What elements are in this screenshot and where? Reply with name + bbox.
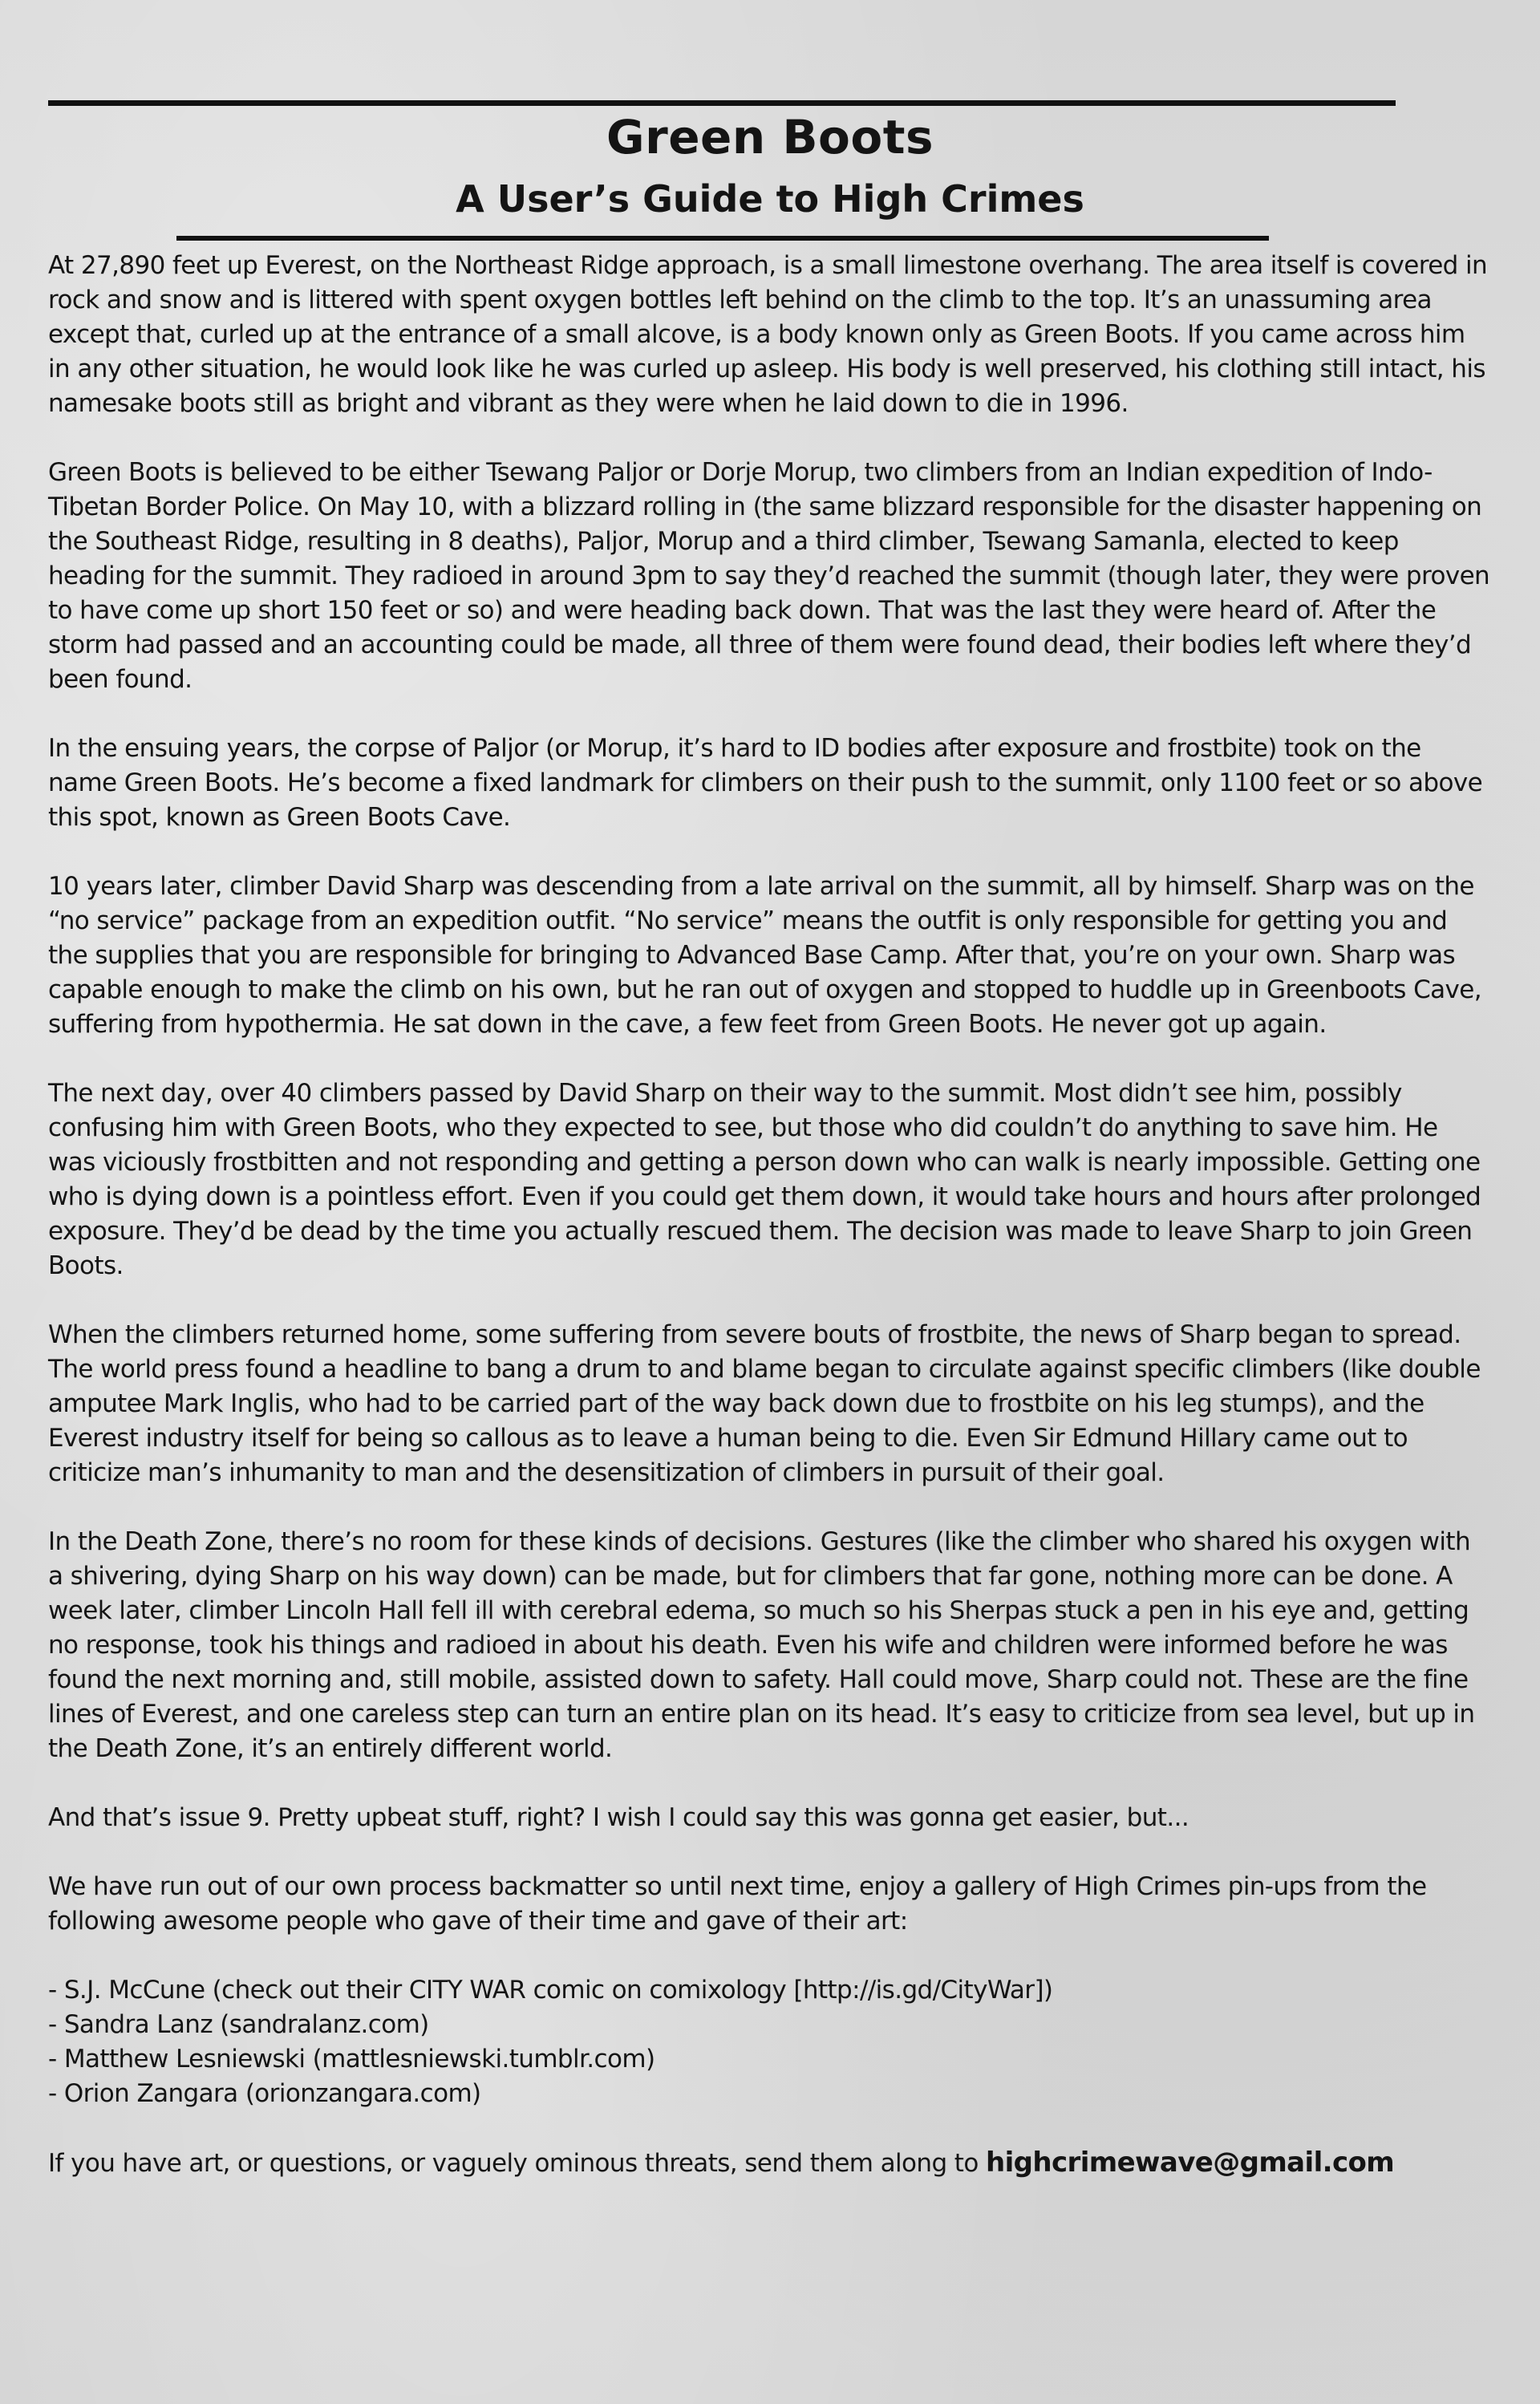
paragraph-2: Green Boots is believed to be either Tsewang Paljor or Dorje Morup, two climbers from an Indian expedition of Indo-Tibetan Border Police. On May 10, with a blizzard rolling in (the same blizzard responsible for the disaster happening on the Southeast Ridge, resulting in 8 deaths), Paljor, Morup and a third climber, Tsewang Samanla, elected to keep heading for the summit. They radioed in around 3pm to say they’d reached the summit (though later, they were proven to have come up short 150 feet or so) and were heading back down. That was the last they were heard of. After the storm had passed and an accounting could be made, all three of them were found dead, their bodies left where they’d been found. bbox=[48, 458, 1490, 694]
page-subtitle: A User’s Guide to High Crimes bbox=[456, 177, 1084, 221]
paragraph-3: In the ensuing years, the corpse of Paljor (or Morup, it’s hard to ID bodies after exposure and frostbite) took on the name Green Boots. He’s become a fixed landmark for climbers on their push to the summit, only 1100 feet or so above this spot, known as Green Boots Cave. bbox=[48, 734, 1483, 832]
closing-paragraph bbox=[48, 2146, 1492, 2181]
title-underline-rule bbox=[176, 236, 1269, 241]
credits-list bbox=[48, 1973, 1492, 2111]
paragraph-8: And that’s issue 9. Pretty upbeat stuff, right? I wish I could say this was gonna get easier, but... bbox=[48, 1803, 1189, 1832]
paragraph-4: 10 years later, climber David Sharp was descending from a late arrival on the summit, all by himself. Sharp was on the “no service” package from an expedition outfit. “No service” means the outfit is only responsible for getting you and the supplies that you are responsible for bringing to Advanced Base Camp. After that, you’re on your own. Sharp was capable enough to make the climb on his own, but he ran out of oxygen and stopped to huddle up in Greenboots Cave, suffering from hypothermia. He sat down in the cave, a few feet from Green Boots. He never got up again. bbox=[48, 872, 1482, 1039]
paragraph-9: We have run out of our own process backmatter so until next time, enjoy a gallery of High Crimes pin-ups from the following awesome people who gave of their time and gave of their art: bbox=[48, 1872, 1427, 1936]
paragraph-7: In the Death Zone, there’s no room for these kinds of decisions. Gestures (like the climber who shared his oxygen with a shivering, dying Sharp on his way down) can be made, but for climbers that far gone, nothing more can be done. A week later, climber Lincoln Hall fell ill with cerebral edema, so much so his Sherpas stuck a pen in his eye and, getting no response, took his things and radioed in about his death. Even his wife and children were informed before he was found the next morning and, still mobile, assisted down to safety. Hall could move, Sharp could not. These are the fine lines of Everest, and one careless step can turn an entire plan on its head. It’s easy to criticize from sea level, but up in the Death Zone, it’s an entirely different world. bbox=[48, 1527, 1475, 1763]
paragraph-1: At 27,890 feet up Everest, on the Northeast Ridge approach, is a small limestone overhang. The area itself is covered in rock and snow and is littered with spent oxygen bottles left behind on the climb to the top. It’s an unassuming area except that, curled up at the entrance of a small alcove, is a body known only as Green Boots. If you came across him in any other situation, he would look like he was curled up asleep. His body is well preserved, his clothing still intact, his namesake boots still as bright and vibrant as they were when he laid down to die in 1996. bbox=[48, 251, 1488, 418]
credit-item: - Sandra Lanz (sandralanz.com) bbox=[48, 2010, 429, 2039]
credit-item: - Matthew Lesniewski (mattlesniewski.tumblr.com) bbox=[48, 2045, 655, 2074]
contact-email[interactable]: highcrimewave@gmail.com bbox=[985, 2147, 1395, 2179]
credit-item: - S.J. McCune (check out their CITY WAR comic on comixology [http://is.gd/CityWar]) bbox=[48, 1976, 1053, 2005]
article-body bbox=[48, 249, 1492, 2215]
page-title: Green Boots bbox=[606, 110, 934, 164]
credit-item: - Orion Zangara (orionzangara.com) bbox=[48, 2079, 481, 2108]
paragraph-6: When the climbers returned home, some suffering from severe bouts of frostbite, the news of Sharp began to spread. The world press found a headline to bang a drum to and blame began to circulate against specific climbers (like double amputee Mark Inglis, who had to be carried part of the way back down due to frostbite on his leg stumps), and the Everest industry itself for being so callous as to leave a human being to die. Even Sir Edmund Hillary came out to criticize man’s inhumanity to man and the desensitization of climbers in pursuit of their goal. bbox=[48, 1320, 1481, 1487]
paragraph-5: The next day, over 40 climbers passed by David Sharp on their way to the summit. Most didn’t see him, possibly confusing him with Green Boots, who they expected to see, but those who did couldn’t do anything to save him. He was viciously frostbitten and not responding and getting a person down who can walk is nearly impossible. Getting one who is dying down is a pointless effort. Even if you could get them down, it would take hours and hours after prolonged exposure. They’d be dead by the time you actually rescued them. The decision was made to leave Sharp to join Green Boots. bbox=[48, 1079, 1481, 1280]
closing-text: If you have art, or questions, or vaguely ominous threats, send them along to bbox=[48, 2149, 986, 2178]
page bbox=[48, 0, 1492, 2404]
